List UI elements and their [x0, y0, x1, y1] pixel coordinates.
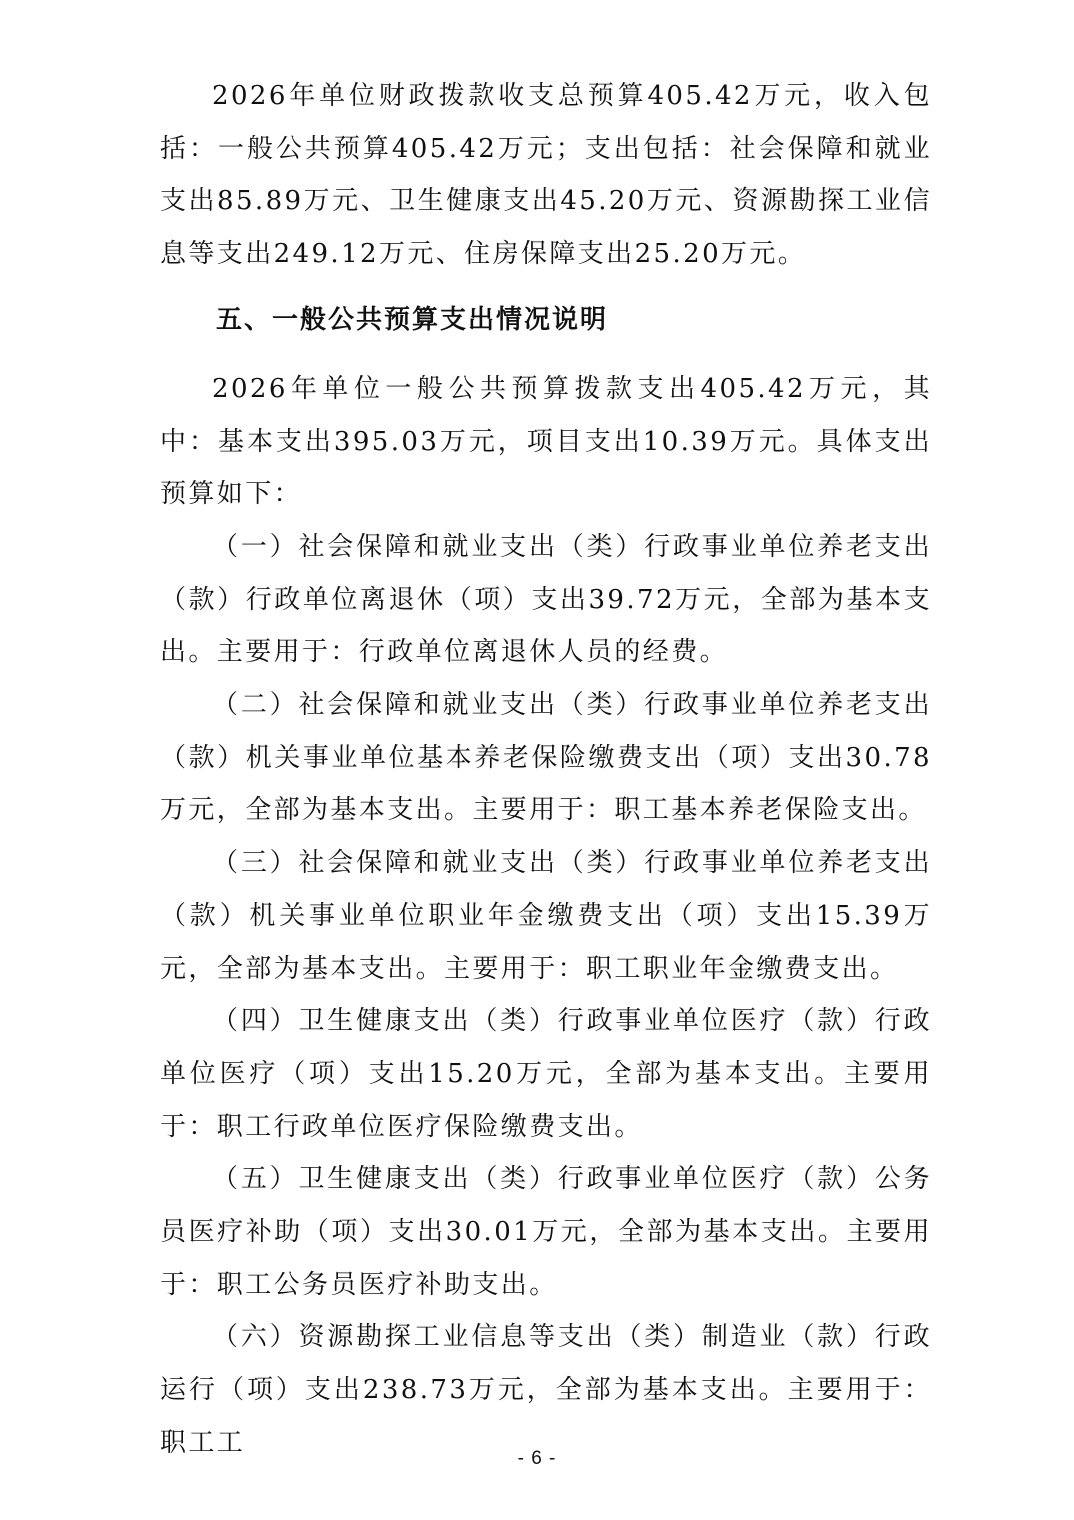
document-body: [160, 70, 932, 1470]
page-number: - 6 -: [517, 1448, 557, 1469]
paragraph-item-3: （三）社会保障和就业支出（类）行政事业单位养老支出（款）机关事业单位职业年金缴费支出（项）支出15.39万元，全部为基本支出。主要用于：职工职业年金缴费支出。: [160, 848, 932, 984]
paragraph-item-4: （四）卫生健康支出（类）行政事业单位医疗（款）行政单位医疗（项）支出15.20万元，全部为基本支出。主要用于：职工行政单位医疗保险缴费支出。: [160, 1006, 932, 1142]
section-heading: 五、一般公共预算支出情况说明: [216, 304, 609, 335]
paragraph-item-1: （一）社会保障和就业支出（类）行政事业单位养老支出（款）行政单位离退休（项）支出39.72万元，全部为基本支出。主要用于：行政单位离退休人员的经费。: [160, 531, 932, 668]
paragraph-item-6: （六）资源勘探工业信息等支出（类）制造业（款）行政运行（项）支出238.73万元，全部为基本支出。主要用于：职工工: [160, 1322, 932, 1458]
paragraph-expenditure-overview: 2026年单位一般公共预算拨款支出405.42万元，其中：基本支出395.03万元，项目支出10.39万元。具体支出预算如下：: [160, 373, 932, 510]
paragraph-item-5: （五）卫生健康支出（类）行政事业单位医疗（款）公务员医疗补助（项）支出30.01万元，全部为基本支出。主要用于：职工公务员医疗补助支出。: [160, 1164, 932, 1300]
paragraph-item-2: （二）社会保障和就业支出（类）行政事业单位养老支出（款）机关事业单位基本养老保险缴费支出（项）支出30.78万元，全部为基本支出。主要用于：职工基本养老保险支出。: [160, 690, 932, 826]
paragraph-budget-summary: 2026年单位财政拨款收支总预算405.42万元，收入包括：一般公共预算405.42万元；支出包括：社会保障和就业支出85.89万元、卫生健康支出45.20万元、资源勘探工业信息等支出249.12万元、住房保障支出25.20万元。: [160, 81, 932, 270]
